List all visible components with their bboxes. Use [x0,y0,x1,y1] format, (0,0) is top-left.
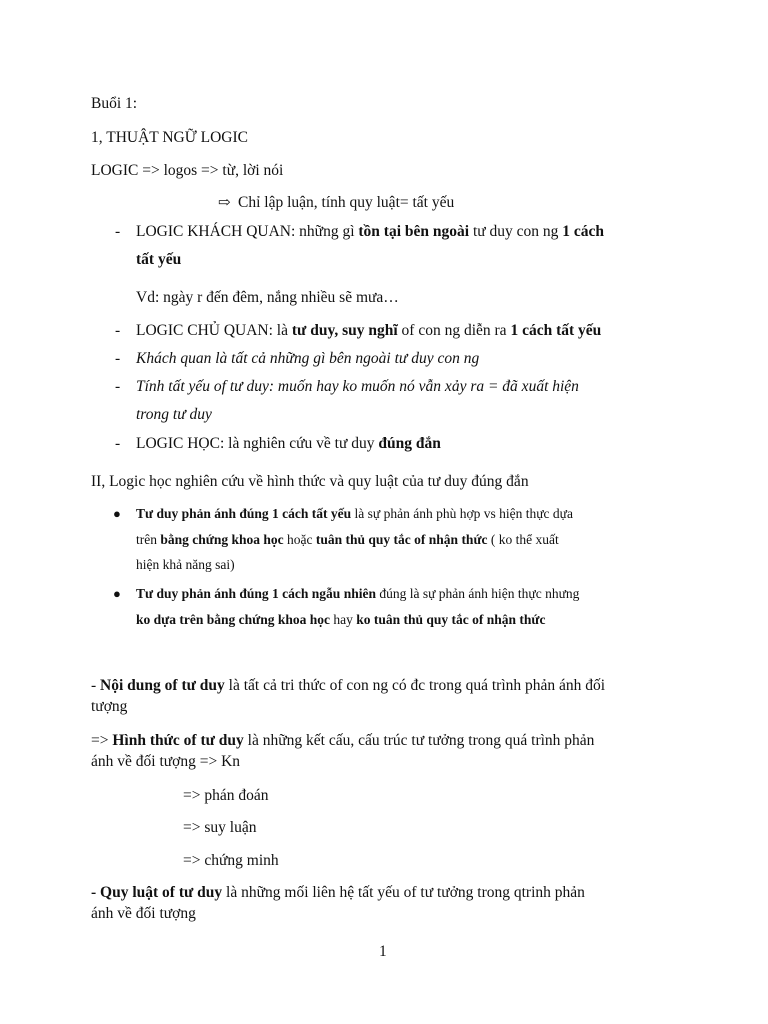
objective-logic-bold3: tất yếu [136,251,182,268]
subjective-logic-text2: of con ng diễn ra [397,322,511,339]
dash-bullet-icon: - [115,435,121,452]
random-reflection-bold2: ko dựa trên bằng chứng khoa học [136,612,330,627]
heading-terminology: 1, THUẬT NGỮ LOGIC [91,129,248,146]
arrow-bullet-icon: ⇨ [218,195,231,211]
form-of-thought-line2: ánh về đối tượng => Kn [91,753,241,770]
form-prefix: => [91,732,113,749]
subjective-logic-bold: tư duy, suy nghĩ [291,322,398,339]
session-label: Buổi 1: [91,95,138,112]
form-item-inference: => suy luận [183,819,257,836]
law-of-thought-line2: ánh về đối tượng [91,905,196,922]
necessity-text1: Tính tất yếu of tư duy: muốn hay ko muốn nó vẫn xảy ra = đã xuất hiện [136,378,579,395]
subjective-logic-bold2: 1 cách tất yếu [510,322,602,339]
law-of-thought-line1 [91,883,585,903]
necessity-line1 [136,377,579,397]
arrow-line-text: Chỉ lập luận, tính quy luật= tất yếu [238,194,455,211]
subjective-logic-text: LOGIC CHỦ QUAN: là [136,322,292,339]
necessary-reflection-line1 [136,504,573,524]
page-number: 1 [379,943,387,960]
dash-bullet-icon: - [115,378,121,395]
necessary-reflection-text3: hoặc [283,532,316,547]
objective-definition-line [136,349,479,369]
form-of-thought-line1 [91,731,594,751]
content-bold: Nội dung of tư duy [100,677,225,694]
necessity-text2: trong tư duy [136,406,212,423]
logic-science-text: LOGIC HỌC: là nghiên cứu về tư duy [136,435,379,452]
logic-science-bold: đúng đắn [378,435,441,452]
objective-logic-line2 [136,250,181,270]
objective-logic-bold2: 1 cách [562,223,605,240]
logic-etymology-line: LOGIC => logos => từ, lời nói [91,162,284,179]
necessity-line2 [136,405,212,425]
content-prefix: - [91,677,101,694]
necessary-reflection-bold3: tuân thủ quy tắc of nhận thức [315,532,488,547]
law-text: là những mối liên hệ tất yếu of tư tưởng trong qtrinh phản [222,884,585,901]
random-reflection-line2 [136,610,546,630]
heading-section-2: II, Logic học nghiên cứu về hình thức và quy luật của tư duy đúng đắn [91,473,529,490]
necessary-reflection-bold: Tư duy phản ánh đúng 1 cách tất yếu [136,506,352,521]
dash-bullet-icon: - [115,322,121,339]
random-reflection-text2: hay [330,612,357,627]
necessary-reflection-text2: trên [136,532,161,547]
form-text: là những kết cấu, cấu trúc tư tưởng trong quá trình phản [243,732,595,749]
random-reflection-bold: Tư duy phản ánh đúng 1 cách ngẫu nhiên [136,586,376,601]
form-item-judgement: => phán đoán [183,787,269,804]
subjective-logic-line [136,321,601,341]
form-bold: Hình thức of tư duy [112,732,244,749]
necessary-reflection-bold2: bằng chứng khoa học [160,532,284,547]
circle-bullet-icon: ● [113,586,121,601]
objective-logic-text: LOGIC KHÁCH QUAN: những gì [136,223,359,240]
content-of-thought-line2: tượng [91,698,128,715]
objective-definition-text: Khách quan là tất cả những gì bên ngoài tư duy con ng [136,350,480,367]
dash-bullet-icon: - [115,350,121,367]
necessary-reflection-line3: hiện khả năng sai) [136,557,235,572]
objective-logic-bold: tồn tại bên ngoài [358,223,470,240]
dash-bullet-icon: - [115,223,121,240]
content-text: là tất cả tri thức of con ng có đc trong quá trình phản ánh đối [224,677,606,694]
necessary-reflection-text4: ( ko thể xuất [487,532,559,547]
objective-logic-line1 [136,222,604,242]
necessary-reflection-line2 [136,530,559,550]
law-bold: - Quy luật of tư duy [91,884,223,901]
objective-logic-text2: tư duy con ng [469,223,563,240]
logic-science-line [136,434,441,454]
circle-bullet-icon: ● [113,506,121,521]
content-of-thought-line1 [91,676,605,696]
random-reflection-bold3: ko tuân thủ quy tắc of nhận thức [356,612,546,627]
form-item-proof: => chứng minh [183,852,279,869]
necessary-reflection-text: là sự phản ánh phù hợp vs hiện thực dựa [351,506,573,521]
random-reflection-line1 [136,584,579,604]
random-reflection-text: đúng là sự phản ánh hiện thực nhưng [375,586,580,601]
example-line: Vd: ngày r đến đêm, nắng nhiều sẽ mưa… [136,289,399,306]
